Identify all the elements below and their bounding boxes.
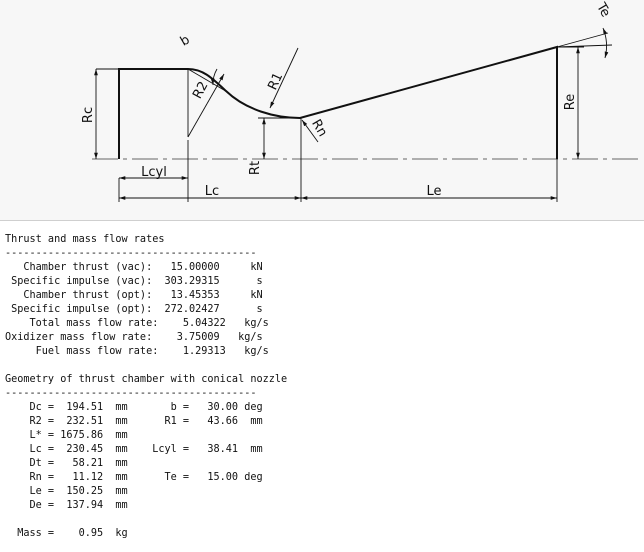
thrust-row: Oxidizer mass flow rate: 3.75009 kg/s bbox=[5, 332, 263, 343]
thrust-row: Chamber thrust (vac): 15.00000 kN bbox=[5, 262, 263, 273]
label-rn: Rn bbox=[308, 117, 330, 140]
label-lc: Lc bbox=[204, 184, 220, 199]
geometry-row: L* = 1675.86 mm bbox=[5, 430, 128, 441]
thrust-row: Fuel mass flow rate: 1.29313 kg/s bbox=[5, 346, 269, 357]
nozzle-drawing bbox=[0, 0, 644, 220]
thrust-row: Chamber thrust (opt): 13.45353 kN bbox=[5, 290, 263, 301]
geometry-row: De = 137.94 mm bbox=[5, 500, 128, 511]
results-report bbox=[0, 220, 644, 552]
label-rc: Rc bbox=[81, 106, 96, 124]
geometry-row: Lc = 230.45 mm Lcyl = 38.41 mm bbox=[5, 444, 263, 455]
thrust-row: Specific impulse (vac): 303.29315 s bbox=[5, 276, 263, 287]
label-lcyl: Lcyl bbox=[141, 165, 167, 180]
thrust-separator: ----------------------------------------- bbox=[5, 248, 257, 259]
geometry-row: Rn = 11.12 mm Te = 15.00 deg bbox=[5, 472, 263, 483]
nozzle-diagram bbox=[0, 0, 644, 220]
construction-lines bbox=[119, 33, 612, 202]
label-r1: R1 bbox=[265, 70, 287, 93]
label-te: Te bbox=[593, 0, 613, 20]
geometry-row: Dc = 194.51 mm b = 30.00 deg bbox=[5, 402, 263, 413]
geometry-row: Dt = 58.21 mm bbox=[5, 458, 128, 469]
geometry-row: R2 = 232.51 mm R1 = 43.66 mm bbox=[5, 416, 263, 427]
label-re: Re bbox=[563, 93, 578, 111]
geometry-section-title: Geometry of thrust chamber with conical nozzle bbox=[5, 374, 288, 385]
label-r2: R2 bbox=[190, 79, 212, 102]
geometry-separator: ----------------------------------------- bbox=[5, 388, 257, 399]
label-le: Le bbox=[426, 184, 442, 199]
mass-row: Mass = 0.95 kg bbox=[5, 528, 128, 539]
label-rt: Rt bbox=[248, 160, 263, 176]
geometry-row: Le = 150.25 mm bbox=[5, 486, 128, 497]
label-b: b bbox=[177, 32, 193, 50]
thrust-row: Total mass flow rate: 5.04322 kg/s bbox=[5, 318, 269, 329]
chamber-contour bbox=[119, 47, 557, 159]
te-angle-arc bbox=[603, 28, 607, 58]
thrust-section-title: Thrust and mass flow rates bbox=[5, 234, 165, 245]
thrust-row: Specific impulse (opt): 272.02427 s bbox=[5, 304, 263, 315]
